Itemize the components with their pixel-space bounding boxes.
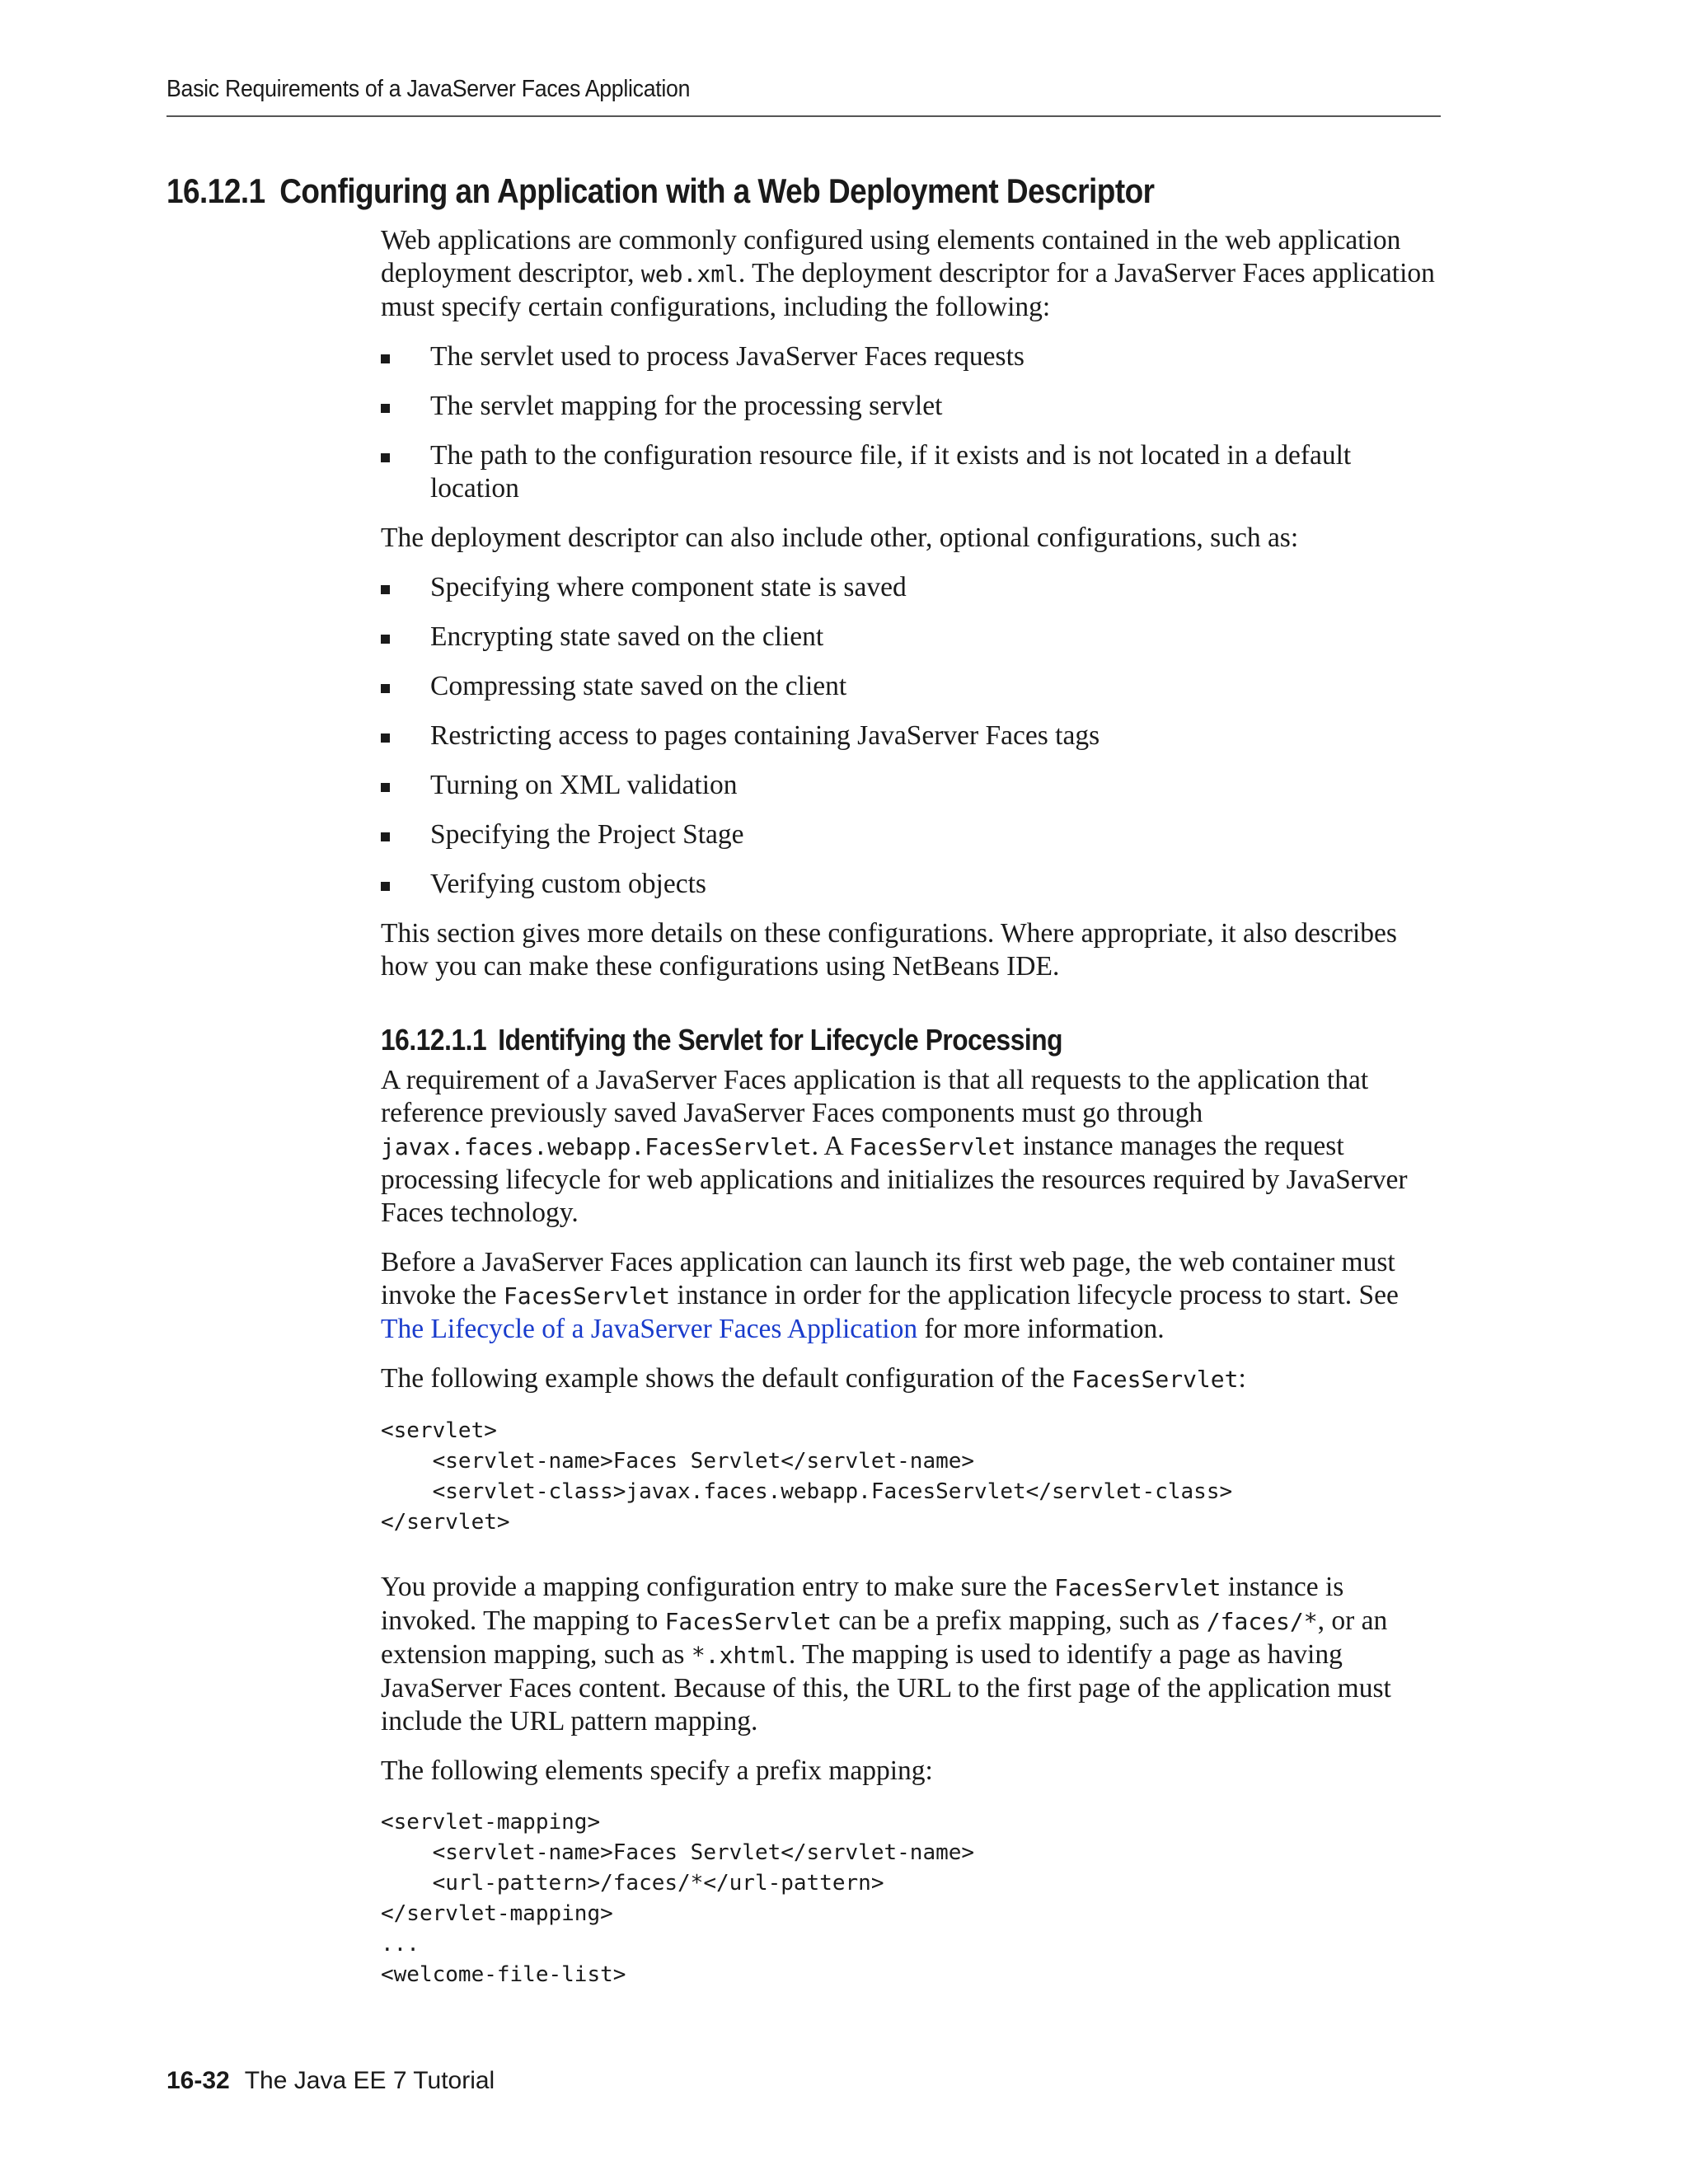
optional-intro-paragraph: The deployment descriptor can also include other, optional configurations, such as: — [381, 523, 1299, 553]
list-item: Compressing state saved on the client — [381, 670, 1444, 703]
list-item: Turning on XML validation — [381, 769, 1444, 802]
requirement-paragraph: A requirement of a JavaServer Faces application is that all requests to the application that reference previously saved JavaServer Faces components must go through javax.faces.webapp.FacesServlet. A FacesServlet instance manages the request processing lifecycle for web applications and initializes the resources required by JavaServer Faces technology. — [381, 1065, 1408, 1228]
book-title: The Java EE 7 Tutorial — [244, 2067, 495, 2094]
list-item: Encrypting state saved on the client — [381, 621, 1444, 654]
page-content — [381, 224, 1444, 2023]
list-item: Verifying custom objects — [381, 868, 1444, 901]
bullet-square-icon — [381, 404, 390, 413]
inline-code: web.xml — [640, 260, 738, 288]
bullet-square-icon — [381, 354, 390, 363]
subsection-title — [381, 1023, 1316, 1057]
inline-code: FacesServlet — [1054, 1574, 1221, 1601]
inline-code: *.xhtml — [691, 1642, 789, 1669]
list-item: Specifying where component state is saved — [381, 571, 1444, 604]
header-rule — [166, 115, 1441, 117]
details-paragraph: This section gives more details on these configurations. Where appropriate, it also describes how you can make these configurations using NetBeans IDE. — [381, 918, 1397, 982]
required-config-list — [381, 340, 1444, 505]
lifecycle-link[interactable]: The Lifecycle of a JavaServer Faces Application — [381, 1314, 918, 1344]
inline-code: FacesServlet — [849, 1133, 1016, 1160]
list-item: The servlet mapping for the processing servlet — [381, 390, 1444, 423]
section-title — [166, 171, 1155, 211]
inline-code: FacesServlet — [503, 1282, 671, 1310]
mapping-paragraph: You provide a mapping configuration entry to make sure the FacesServlet instance is invoked. The mapping to FacesServlet can be a prefix mapping, such as /faces/*, or an extension mapping, such as *.xhtml. The mapping is used to identify a page as having JavaServer Faces content. Because of this, the URL to the first page of the application must include the URL pattern mapping. — [381, 1572, 1391, 1736]
list-item: Specifying the Project Stage — [381, 818, 1444, 851]
page-number: 16-32 — [166, 2067, 230, 2094]
list-item: The servlet used to process JavaServer Faces requests — [381, 340, 1444, 373]
lifecycle-paragraph: Before a JavaServer Faces application can launch its first web page, the web container must invoke the FacesServlet instance in order for the application lifecycle process to start. See The Lifecycle of a JavaServer Faces Application for more information. — [381, 1247, 1399, 1344]
servlet-code-block: <servlet> <servlet-name>Faces Servlet</servlet-name> <servlet-class>javax.faces.webapp.FacesServlet</servlet-class> </servlet> — [381, 1418, 1233, 1535]
inline-code: /faces/* — [1206, 1608, 1318, 1635]
servlet-mapping-code-block: <servlet-mapping> <servlet-name>Faces Servlet</servlet-name> <url-pattern>/faces/*</url-pattern> </servlet-mapping> ... <welcome-file-list> — [381, 1810, 975, 1987]
bullet-square-icon — [381, 832, 390, 841]
running-header: Basic Requirements of a JavaServer Faces Application — [166, 76, 691, 102]
bullet-square-icon — [381, 733, 390, 743]
inline-code: FacesServlet — [664, 1608, 832, 1635]
section-number: 16.12.1 — [166, 171, 265, 210]
list-item: Restricting access to pages containing JavaServer Faces tags — [381, 719, 1444, 752]
inline-code: FacesServlet — [1071, 1366, 1239, 1393]
bullet-square-icon — [381, 585, 390, 594]
section-intro-paragraph: Web applications are commonly configured using elements contained in the web application deployment descriptor, web.xml. The deployment descriptor for a JavaServer Faces application must specify certain configurations, including the following: — [381, 225, 1435, 322]
bullet-square-icon — [381, 882, 390, 891]
optional-config-list — [381, 571, 1444, 901]
bullet-square-icon — [381, 635, 390, 644]
subsection-number: 16.12.1.1 — [381, 1023, 487, 1057]
bullet-square-icon — [381, 453, 390, 462]
prefix-mapping-intro: The following elements specify a prefix mapping: — [381, 1755, 933, 1786]
section-title-text: Configuring an Application with a Web Deployment Descriptor — [279, 171, 1155, 210]
page-footer — [166, 2067, 495, 2095]
subsection-title-text: Identifying the Servlet for Lifecycle Processing — [498, 1023, 1063, 1057]
bullet-square-icon — [381, 783, 390, 792]
bullet-square-icon — [381, 684, 390, 693]
inline-code: javax.faces.webapp.FacesServlet — [381, 1133, 812, 1160]
example-intro-paragraph: The following example shows the default configuration of the FacesServlet: — [381, 1363, 1246, 1394]
list-item: The path to the configuration resource file, if it exists and is not located in a default location — [381, 439, 1444, 505]
